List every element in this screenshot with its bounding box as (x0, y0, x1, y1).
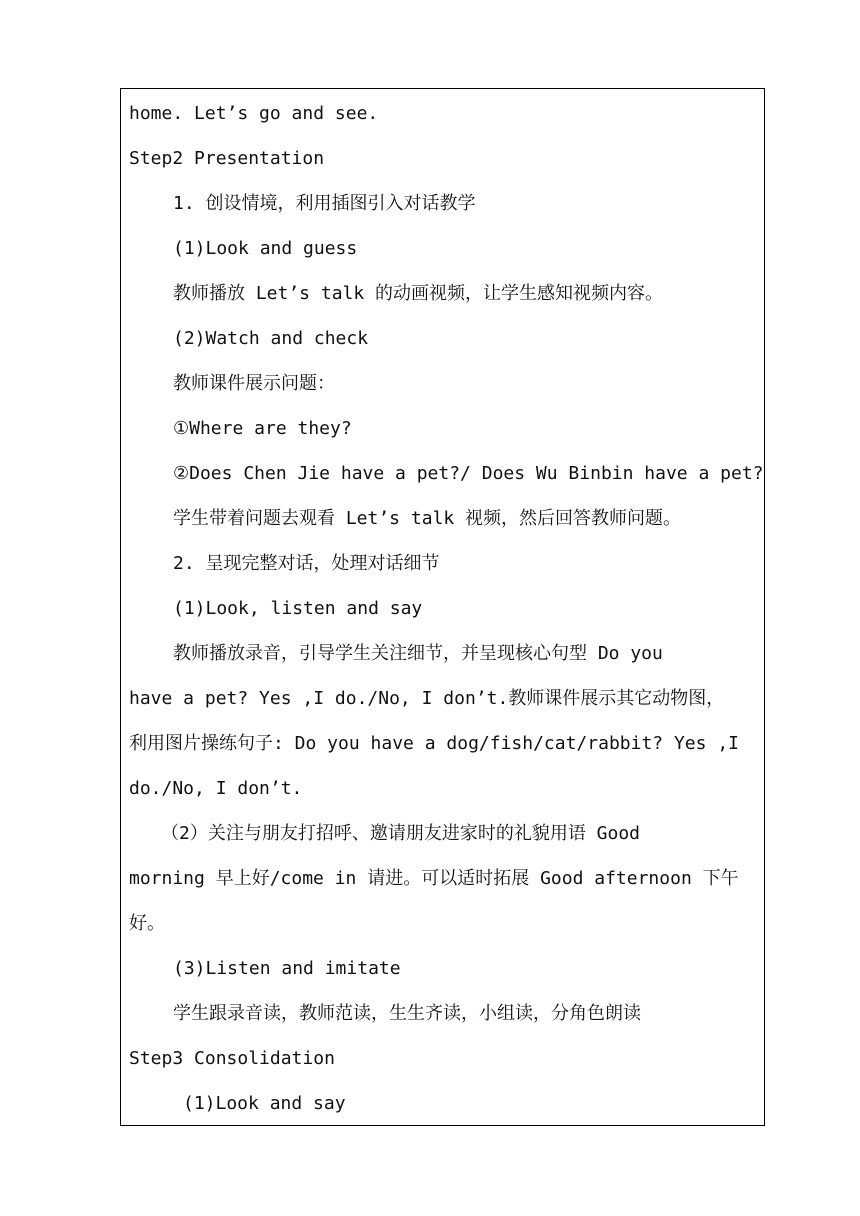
text-line: 教师播放录音，引导学生关注细节，并呈现核心句型 Do you (173, 643, 663, 664)
content-table-cell (120, 88, 765, 1126)
text-line: 教师课件展示问题： (173, 373, 335, 394)
text-line: 学生跟录音读，教师范读，生生齐读，小组读，分角色朗读 (173, 1003, 641, 1024)
step-heading: Step3 Consolidation (129, 1048, 335, 1069)
text-line: (1)Look, listen and say (173, 598, 423, 619)
text-line: (3)Listen and imitate (173, 958, 401, 979)
text-line: (2)Watch and check (173, 328, 369, 349)
text-line: 教师播放 Let’s talk 的动画视频，让学生感知视频内容。 (173, 283, 664, 304)
text-line: ②Does Chen Jie have a pet?/ Does Wu Binbin have a pet? (173, 463, 764, 484)
text-line: home. Let’s go and see. (129, 103, 379, 124)
step-heading: Step2 Presentation (129, 148, 325, 169)
text-line: have a pet? Yes ,I do./No, I don’t.教师课件展示其它动物图， (129, 688, 725, 709)
text-line: ①Where are they? (173, 418, 352, 439)
text-line: 学生带着问题去观看 Let’s talk 视频，然后回答教师问题。 (173, 508, 682, 529)
text-line: 2. 呈现完整对话，处理对话细节 (173, 553, 440, 574)
text-line: 好。 (129, 913, 165, 934)
text-line: morning 早上好/come in 请进。可以适时拓展 Good afternoon 下午 (129, 868, 739, 889)
text-line: (1)Look and say (183, 1093, 346, 1114)
text-line: (1)Look and guess (173, 238, 358, 259)
text-line: 利用图片操练句子: Do you have a dog/fish/cat/rabbit? Yes ,I (129, 733, 739, 754)
text-line: （2）关注与朋友打招呼、邀请朋友进家时的礼貌用语 Good (161, 823, 641, 844)
text-line: 1. 创设情境，利用插图引入对话教学 (173, 193, 476, 214)
text-line: do./No, I don’t. (129, 778, 303, 799)
